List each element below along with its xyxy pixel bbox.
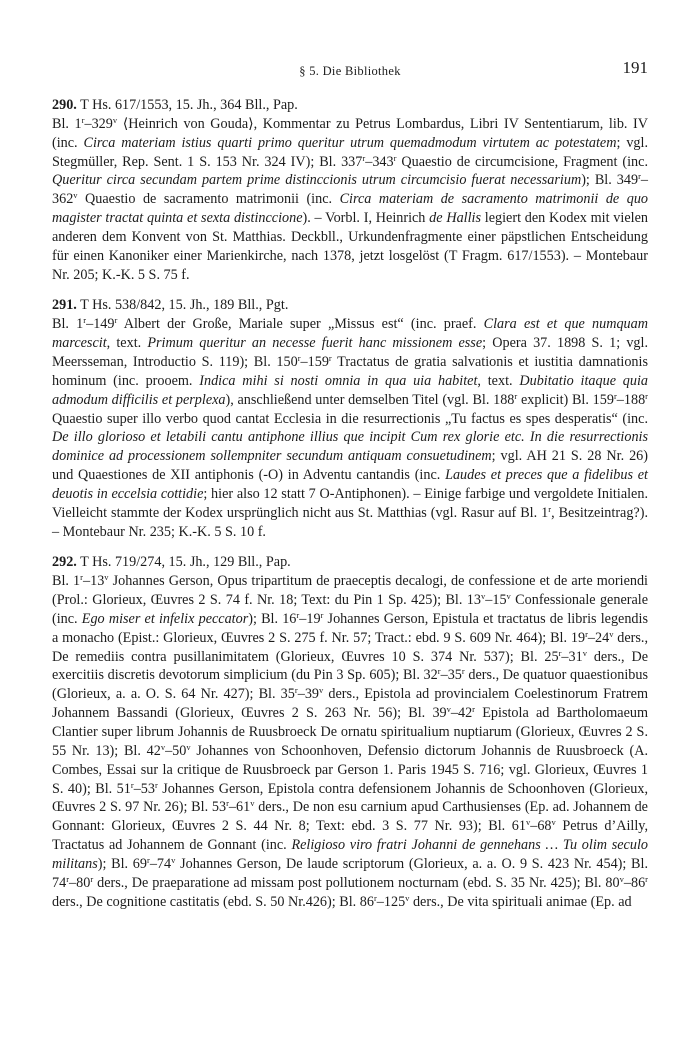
entry-description: Bl. 1$^r$–13$^v$ Johannes Gerson, Opus tripartitum de praeceptis decalogi, de confessione et de arte moriendi (Prol.: Glorieux, Œuvres 2 S. 74 f. Nr. 18; Text: du Pin 1 Sp. 425); Bl. 13$^v$–15$^v$ Confessionale generale (inc. Ego miser et infelix peccator); Bl. 16$^r$–19$^r$ Johannes Gerson, Epistula et tractatus de libris legendis a monacho (Epist.: Glorieux, Œuvres 2 S. 275 f. Nr. 57; Tract.: ebd. 9 S. 609 Nr. 464); Bl. 19$^r$–24$^v$ ders., De remediis contra pusillanimitatem (Glorieux, Œuvres 10 S. 374 Nr. 537); Bl. 25$^r$–31$^v$ ders., De exercitiis discretis devotorum simplicium (du Pin 3 Sp. 605); Bl. 32$^r$–35$^r$ ders., De quatuor quaestionibus (Glorieux, a. a. O. S. 64 Nr. 427); Bl. 35$^r$–39$^v$ ders., Epistola ad provincialem Coelestinorum Fratrem Johannem Bassandi (Glorieux, Œuvres 2 S. 263 Nr. 56); Bl. 39$^v$–42$^r$ Epistola ad Bartholomaeum Clantier super librum Johannis de Ruusbroeck De ornatu spiritualium nuptiarum (Glorieux, Œuvres 2 S. 55 Nr. 13); Bl. 42$^v$–50$^v$ Johannes von Schoonhoven, Defensio dictorum Johannis de Ruusbroeck (A. Combes, Essai sur la critique de Ruusbroeck par Gerson 1. Paris 1945 S. 716; vgl. Glorieux, Œuvres 1 S. 40); Bl. 51$^r$–53$^r$ Johannes Gerson, Epistola contra defensionem Johannis de Schoonhoven (Glorieux, Œuvres 2 S. 97 Nr. 26); Bl. 53$^r$–61$^v$ ders., De non esu carnium apud Carthusienses (Ep. ad. Johannem de Gonnant: Glorieux, Œuvres 2 S. 44 Nr. 8; Text: ebd. 3 S. 77 Nr. 93); Bl. 61$^v$–68$^v$ Petrus d’Ailly, Tractatus ad Johannem de Gonnant (inc. Religioso viro fratri Johanni de gennehans … Tu olim seculo militans); Bl. 69$^r$–74$^v$ Johannes Gerson, De laude scriptorum (Glorieux, a. a. O. 9 S. 423 Nr. 454); Bl. 74$^r$–80$^r$ ders., De praeparatione ad missam post pollutionem nocturnam (ebd. S. 35 Nr. 425); Bl. 80$^v$–86$^r$ ders., De cognitione castitatis (ebd. S. 50 Nr.426); Bl. 86$^r$–125$^v$ ders., De vita spirituali animae (Ep. ad [52, 572, 649, 910]
entry-number: 292. [52, 554, 77, 571]
catalog-entry [52, 96, 648, 284]
page-header [52, 58, 648, 82]
entry-number: 291. [52, 297, 77, 314]
catalog-entry [52, 553, 648, 911]
entry-shelfmark: T Hs. 538/842, 15. Jh., 189 Bll., Pgt. [80, 297, 289, 314]
catalog-entry [52, 296, 648, 541]
entry-description: Bl. 1$^r$–149$^r$ Albert der Große, Mariale super „Missus est“ (inc. praef. Clara est et que numquam marcescit, text. Primum queritur an necesse fuerit hanc missionem esse; Opera 37. 1898 S. 1; vgl. Meersseman, Introductio S. 119); Bl. 150$^r$–159$^r$ Tractatus de gratia salvationis et iustitia damnationis hominum (inc. prooem. Indica mihi si nosti omnia in qua uia habitet, text. Dubitatio itaque quia admodum difficilis et perplexa), anschließend unter demselben Titel (vgl. Bl. 188$^r$ explicit) Bl. 159$^r$–188$^r$ Quaestio super illo verbo quod cantat Ecclesia in die resurrectionis „Tu factus es spes desperatis“ (inc. De illo glorioso et letabili cantu antiphone illius que incipit Cum rex glorie etc. In die resurrectionis dominice ad processionem sollempniter secundum antiquam consuetudinem; vgl. AH 21 S. 28 Nr. 26) und Quaestiones de XII antiphonis (-O) in Adventu cantandis (inc. Laudes et preces que a fidelibus et deuotis in eccelsia cottidie; hier also 12 statt 7 O-Antiphonen). – Einige farbige und vergoldete Initialen. Vielleicht stammte der Kodex ursprünglich nicht aus St. Matthias (vgl. Rasur auf Bl. 1$^r$, Besitzeintrag?). – Montebaur Nr. 235; K.-K. 5 S. 10 f. [52, 315, 649, 540]
running-head: § 5. Die Bibliothek [299, 64, 401, 78]
entry-heading [52, 296, 648, 315]
entry-shelfmark: T Hs. 617/1553, 15. Jh., 364 Bll., Pap. [80, 97, 298, 113]
page-number: 191 [622, 58, 648, 77]
catalog-entries [52, 96, 648, 923]
entry-shelfmark: T Hs. 719/274, 15. Jh., 129 Bll., Pap. [80, 554, 291, 571]
entry-heading [52, 96, 648, 115]
entry-description: Bl. 1$^r$–329$^v$ ⟨Heinrich von Gouda⟩, Kommentar zu Petrus Lombardus, Libri IV Sententiarum, lib. IV (inc. Circa materiam istius quarti primo queritur utrum quemadmodum virtutem ac potestatem; vgl. Stegmüller, Rep. Sent. 1 S. 153 Nr. 324 IV); Bl. 337$^r$–343$^r$ Quaestio de circumcisione, Fragment (inc. Queritur circa secundam partem prime distinccionis utrum circumcisio fuerat necessarium); Bl. 349$^r$–362$^v$ Quaestio de sacramento matrimonii (inc. Circa materiam de sacramento matrimonii de quo magister tractat quinta et sexta distinccione). – Vorbl. I, Heinrich de Hallis legiert den Kodex mit vielen anderen dem Konvent von St. Matthias. Deckbll., Urkundenfragmente einer päpstlichen Entscheidung für einen Kanoniker einer Marienkirche, nach 1378, jetzt losgelöst (T Fragm. 617/1553). – Montebaur Nr. 205; K.-K. 5 S. 75 f. [52, 114, 649, 283]
entry-heading [52, 553, 648, 572]
entry-number: 290. [52, 97, 77, 113]
